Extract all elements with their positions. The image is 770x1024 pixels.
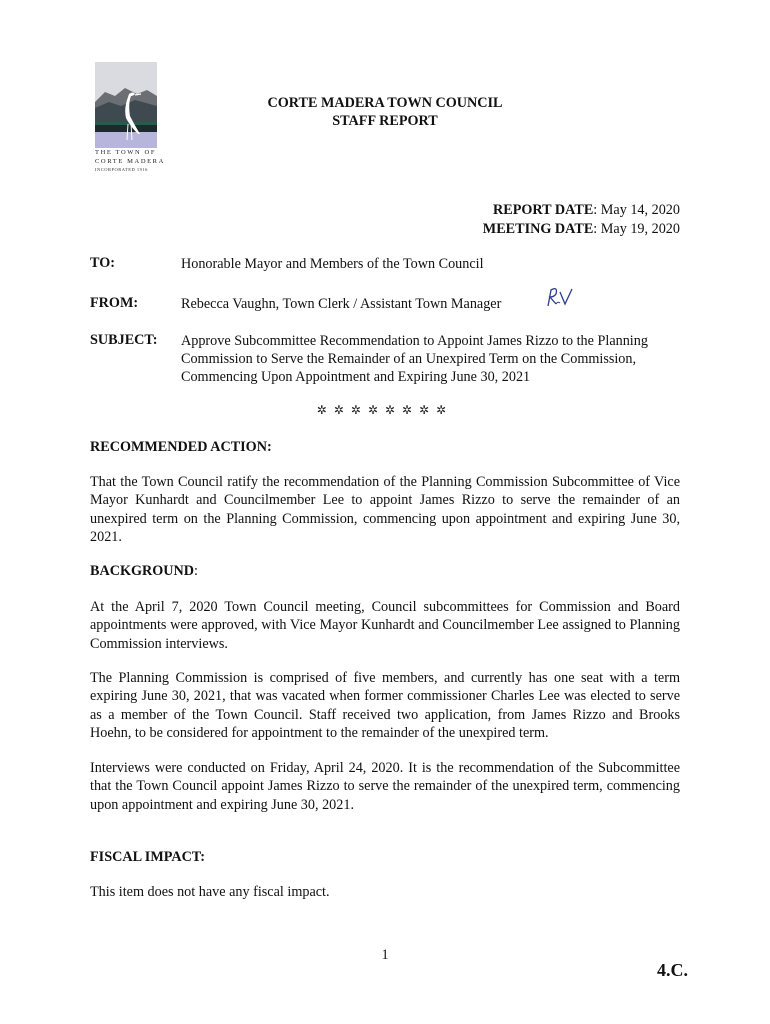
background-paragraph-2: The Planning Commission is comprised of five members, and currently has one seat with a term expiring June 30, 2021, that was vacated when former commissioner Charles Lee was elected to serve as a member of the Town Council. Staff received two application, from James Rizzo and Brooks Hoehn, to be considered for appointment to the remainder of the unexpired term. xyxy=(90,670,680,741)
fiscal-impact-text: This item does not have any fiscal impact. xyxy=(90,884,330,900)
report-date-value: : May 14, 2020 xyxy=(593,202,680,218)
report-dates xyxy=(483,201,680,239)
subject-line-3: Commencing Upon Appointment and Expiring June 30, 2021 xyxy=(181,369,531,385)
handwritten-initials-signature xyxy=(544,286,578,313)
subject-value xyxy=(181,332,648,386)
to-value: Honorable Mayor and Members of the Town Council xyxy=(181,256,484,272)
page-number: 1 xyxy=(381,947,389,963)
meeting-date-value: : May 19, 2020 xyxy=(593,221,680,237)
report-date-label: REPORT DATE xyxy=(493,202,594,218)
separator-stars: ✲✲✲✲✲✲✲✲ xyxy=(316,403,454,417)
recommended-action-heading: RECOMMENDED ACTION: xyxy=(90,439,272,455)
background-heading xyxy=(90,563,198,580)
logo-line-1: THE TOWN OF xyxy=(95,149,157,156)
subject-label: SUBJECT: xyxy=(90,332,158,348)
initials-signature-icon xyxy=(544,286,578,308)
fiscal-impact-heading: FISCAL IMPACT: xyxy=(90,849,205,865)
from-label: FROM: xyxy=(90,295,139,311)
subject-line-2: Commission to Serve the Remainder of an Unexpired Term on the Commission, xyxy=(181,351,637,367)
background-paragraph-3: Interviews were conducted on Friday, April 24, 2020. It is the recommendation of the Subcommittee that the Town Council appoint James Rizzo to serve the remainder of the unexpired term, commencing upon appointment and expiring June 30, 2021. xyxy=(90,760,680,813)
logo-line-2: CORTE MADERA xyxy=(95,158,165,165)
report-subtitle: STAFF REPORT xyxy=(332,113,438,129)
meeting-date-line xyxy=(483,220,680,239)
report-date-line xyxy=(483,201,680,220)
background-heading-label: BACKGROUND xyxy=(90,563,195,579)
logo-tagline: INCORPORATED 1916 xyxy=(95,167,148,172)
from-value: Rebecca Vaughn, Town Clerk / Assistant Town Manager xyxy=(181,296,502,312)
recommended-action-text: That the Town Council ratify the recommendation of the Planning Commission Subcommittee of Vice Mayor Kunhardt and Councilmember Lee to appoint James Rizzo to serve the remainder of an unexpired term on the Planning Commission, commencing upon appointment and expiring June 30, 2021. xyxy=(90,474,680,545)
meeting-date-label: MEETING DATE xyxy=(482,221,594,237)
agenda-item-code: 4.C. xyxy=(657,960,688,980)
subject-line-1: Approve Subcommittee Recommendation to Appoint James Rizzo to the Planning xyxy=(181,333,648,349)
report-title: CORTE MADERA TOWN COUNCIL xyxy=(267,95,503,111)
to-label: TO: xyxy=(90,255,115,271)
background-heading-colon: : xyxy=(194,563,198,579)
background-paragraph-1: At the April 7, 2020 Town Council meeting, Council subcommittees for Commission and Board appointments were approved, with Vice Mayor Kunhardt and Councilmember Lee assigned to Planning Commission interviews. xyxy=(90,599,680,652)
